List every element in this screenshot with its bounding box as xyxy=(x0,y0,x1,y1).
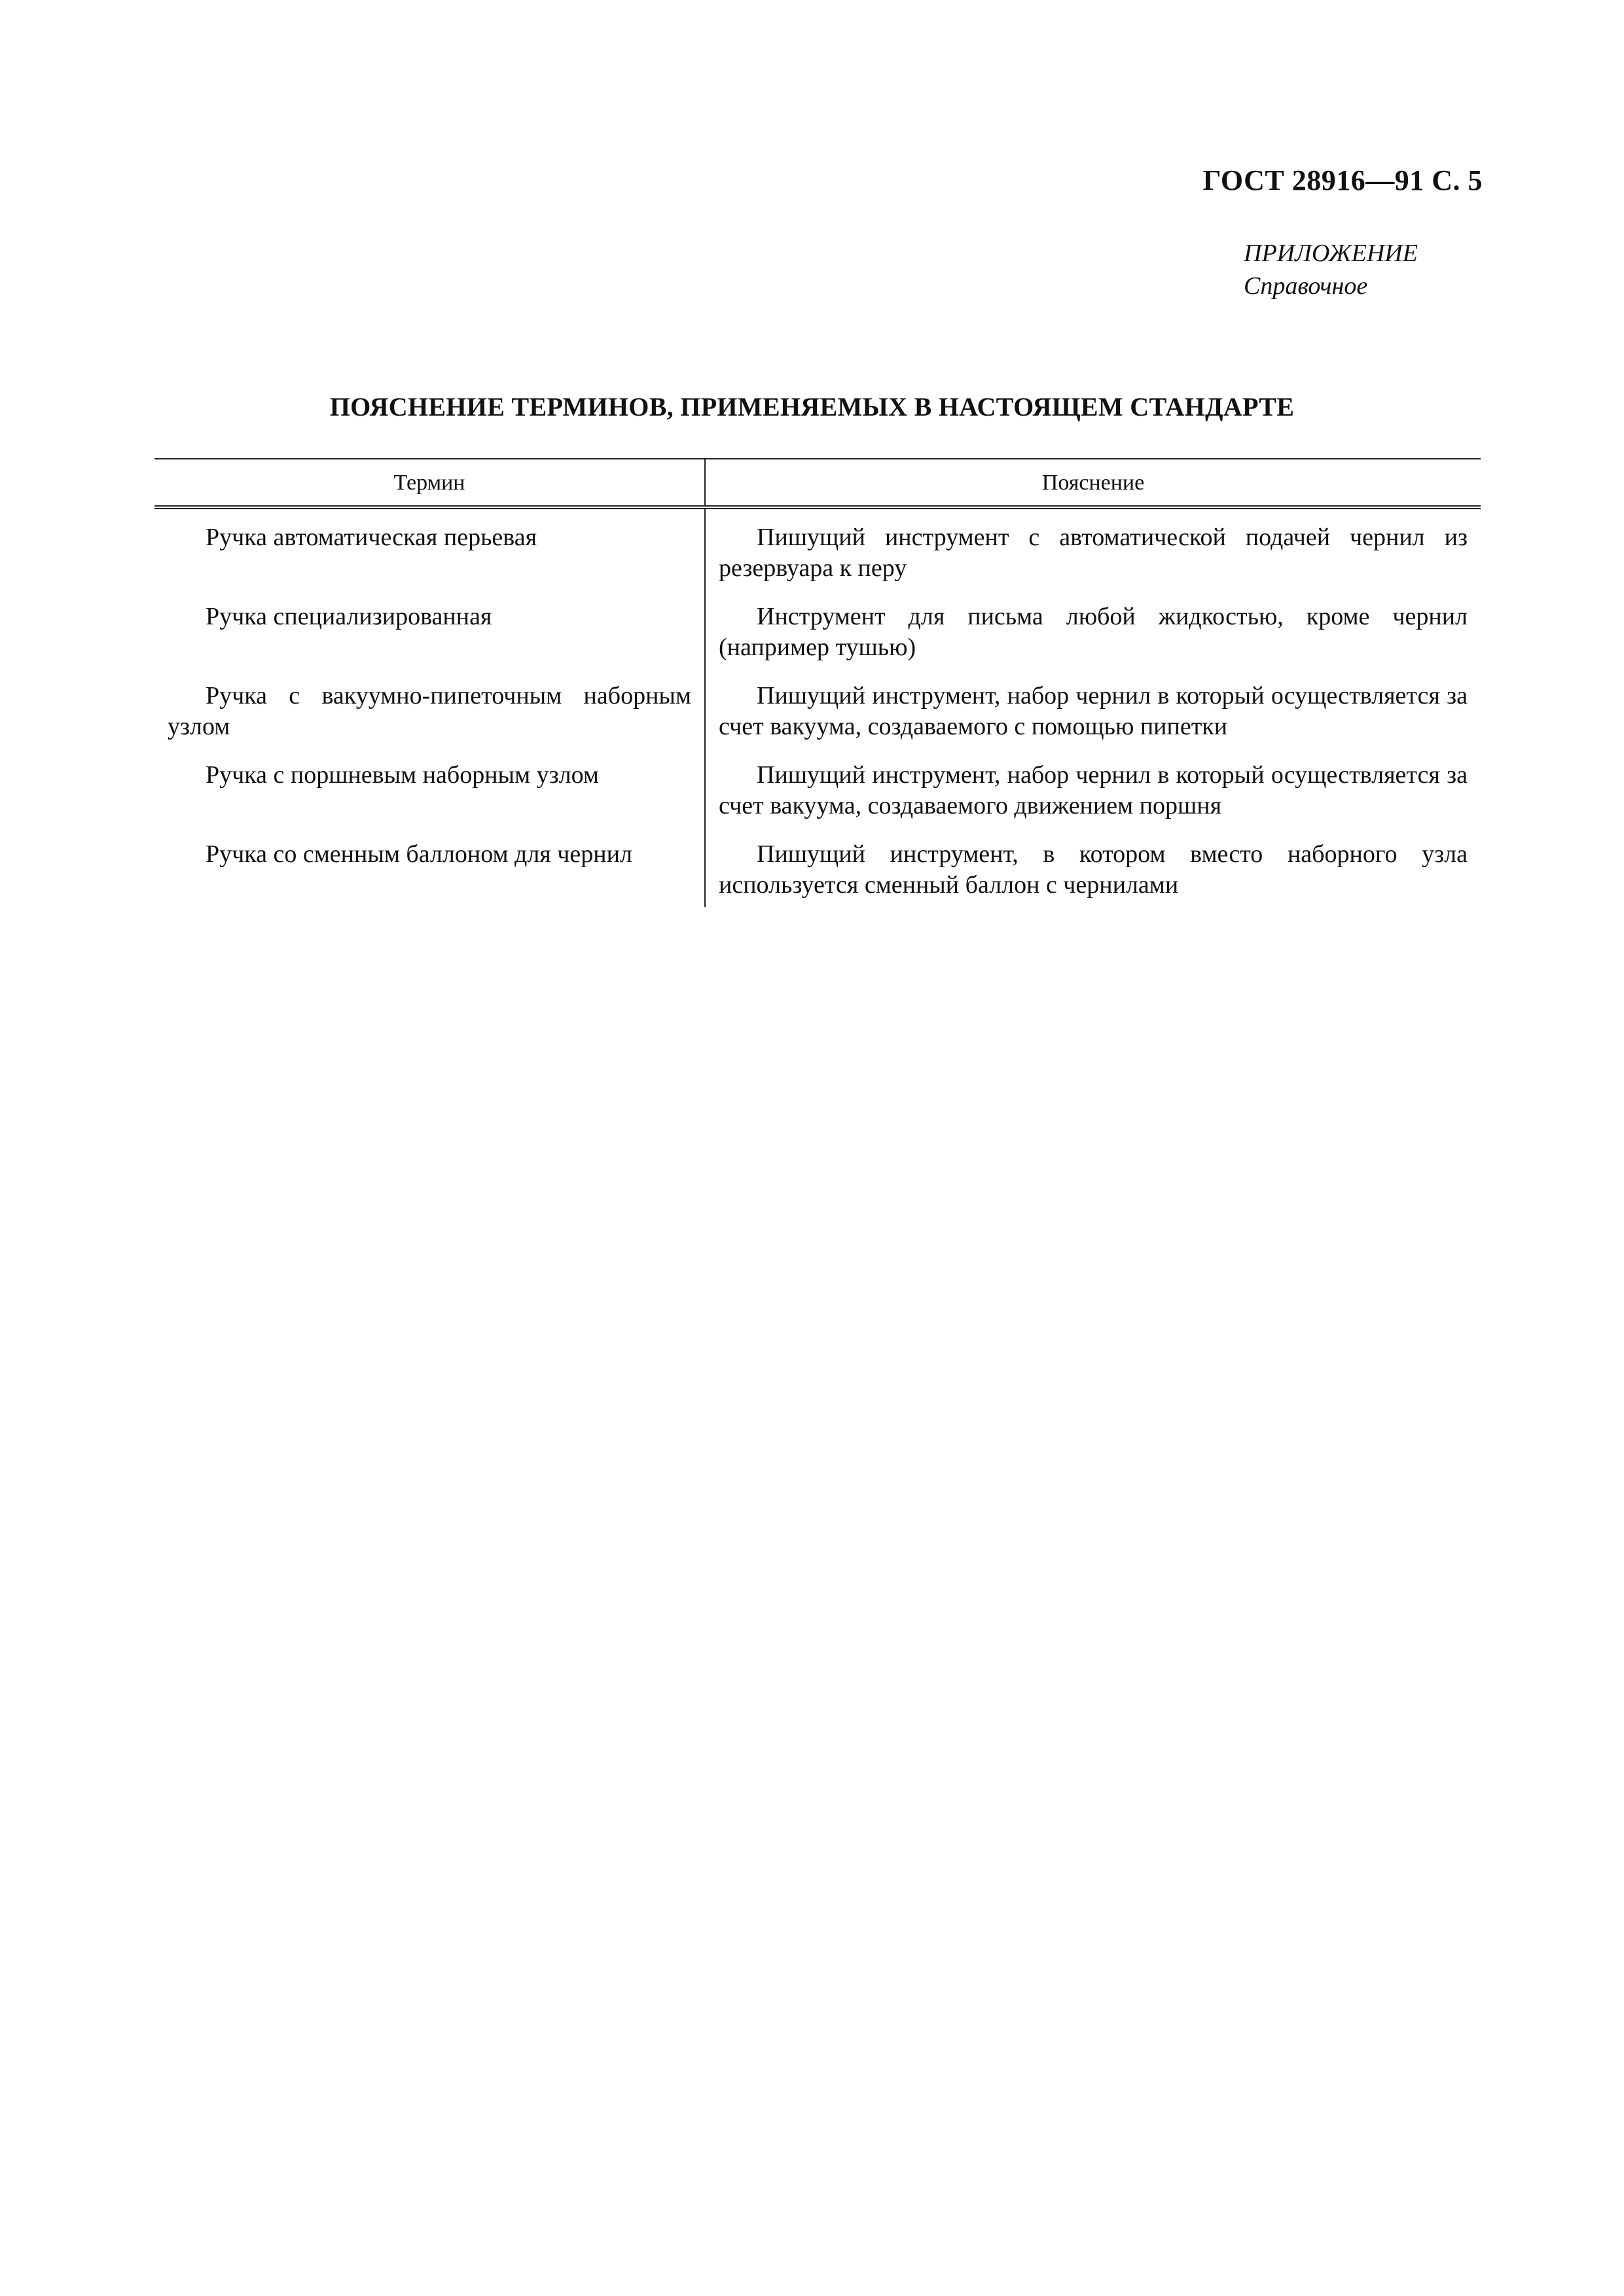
table-row xyxy=(154,839,1481,907)
document-title: ПОЯСНЕНИЕ ТЕРМИНОВ, ПРИМЕНЯЕМЫХ В НАСТОЯЩЕМ СТАНДАРТЕ xyxy=(329,392,1295,422)
explanation-text: Пишущий инструмент, набор чернил в который осуществляется за счет вакуума, создаваемого с помощью пипетки xyxy=(719,682,1468,740)
term-cell xyxy=(154,507,705,601)
table-row xyxy=(154,681,1481,760)
term-text: Ручка с поршневым наборным узлом xyxy=(206,761,599,789)
explanation-cell xyxy=(705,760,1481,839)
term-text: Ручка с вакуумно-пипеточным наборным узлом xyxy=(168,682,691,740)
appendix-block xyxy=(1244,237,1418,302)
table-row xyxy=(154,760,1481,839)
column-header-term: Термин xyxy=(154,459,705,507)
terms-table xyxy=(154,458,1481,907)
term-cell xyxy=(154,681,705,760)
explanation-text: Инструмент для письма любой жидкостью, кроме чернил (например тушью) xyxy=(719,603,1468,661)
explanation-cell xyxy=(705,507,1481,601)
term-cell xyxy=(154,760,705,839)
page-header: ГОСТ 28916—91 С. 5 xyxy=(1202,164,1483,196)
explanation-cell xyxy=(705,601,1481,681)
table-header-row xyxy=(154,459,1481,507)
term-text: Ручка автоматическая перьевая xyxy=(206,524,537,551)
column-header-explanation: Пояснение xyxy=(705,459,1481,507)
table-row xyxy=(154,507,1481,601)
explanation-text: Пишущий инструмент с автоматической подачей чернил из резервуара к перу xyxy=(719,524,1468,582)
explanation-cell xyxy=(705,839,1481,907)
explanation-cell xyxy=(705,681,1481,760)
term-text: Ручка со сменным баллоном для чернил xyxy=(206,840,632,868)
term-cell xyxy=(154,601,705,681)
table-row xyxy=(154,601,1481,681)
appendix-type: Справочное xyxy=(1244,272,1368,300)
appendix-label: ПРИЛОЖЕНИЕ xyxy=(1244,240,1418,267)
term-text: Ручка специализированная xyxy=(206,603,492,630)
explanation-text: Пишущий инструмент, в котором вместо наборного узла используется сменный баллон с чернилами xyxy=(719,840,1468,899)
term-cell xyxy=(154,839,705,907)
explanation-text: Пишущий инструмент, набор чернил в который осуществляется за счет вакуума, создаваемого движением поршня xyxy=(719,761,1468,819)
